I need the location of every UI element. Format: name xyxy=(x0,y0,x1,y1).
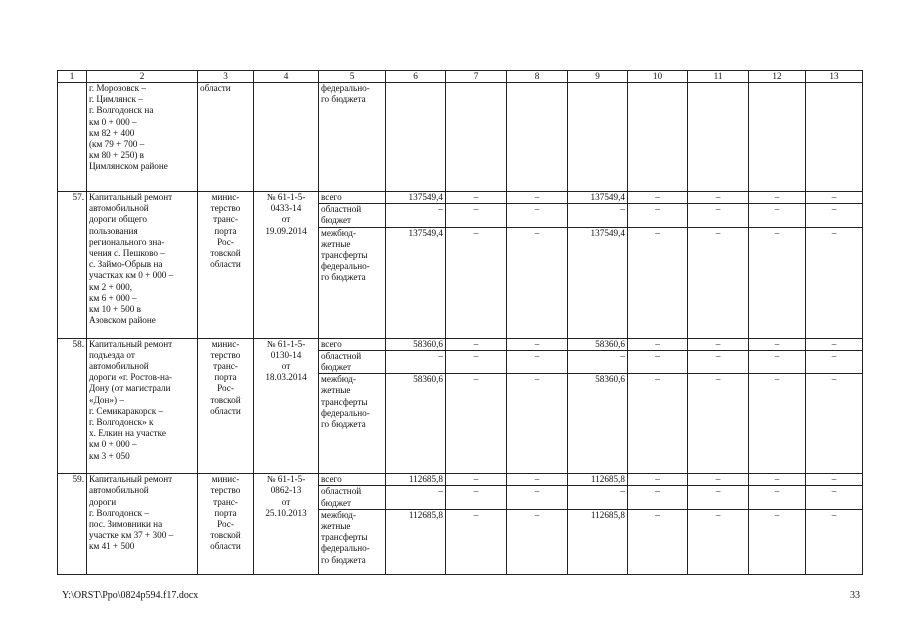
object-name: г. Морозовск – г. Цимлянск – г. Волгодонск на км 0 + 000 – км 82 + 400 (км 79 + 700 – км 80 + 250) в Цимлянском районе xyxy=(87,83,198,192)
value-cell: – xyxy=(507,486,568,509)
funding-source: всего xyxy=(319,474,386,486)
contract: № 61-1-5- 0433-14 от 19.09.2014 xyxy=(254,192,319,339)
value-cell: – xyxy=(507,204,568,227)
value-cell: – xyxy=(628,474,688,486)
executor: минис- терство транс- порта Рос- товской области xyxy=(198,192,254,339)
funding-source: всего xyxy=(319,192,386,204)
column-number: 12 xyxy=(749,71,806,83)
value-cell: – xyxy=(688,486,749,509)
value-cell xyxy=(628,83,688,192)
value-cell: – xyxy=(628,338,688,350)
column-number: 1 xyxy=(58,71,87,83)
value-cell: – xyxy=(749,338,806,350)
value-cell: – xyxy=(386,204,446,227)
object-name: Капитальный ремонт автомобильной дороги г. Волгодонск – пос. Зимовники на участке км 37 + 300 – км 41 + 500 xyxy=(87,474,198,575)
value-cell xyxy=(446,83,507,192)
value-cell: – xyxy=(568,350,628,373)
value-cell: 112685,8 xyxy=(568,474,628,486)
column-number: 11 xyxy=(688,71,749,83)
value-cell: – xyxy=(507,338,568,350)
column-number-row xyxy=(58,71,863,83)
funding-source: межбюд- жетные трансферты федерально- го бюджета xyxy=(319,227,386,338)
value-cell: – xyxy=(446,474,507,486)
value-cell xyxy=(806,83,863,192)
executor: области xyxy=(198,83,254,192)
value-cell: – xyxy=(749,204,806,227)
value-cell: 58360,6 xyxy=(386,374,446,474)
value-cell: – xyxy=(806,509,863,574)
value-cell: 112685,8 xyxy=(386,474,446,486)
value-cell: – xyxy=(806,374,863,474)
value-cell: – xyxy=(628,192,688,204)
row-number: 59. xyxy=(58,474,87,575)
value-cell: 112685,8 xyxy=(568,509,628,574)
value-cell xyxy=(688,83,749,192)
value-cell: – xyxy=(688,474,749,486)
value-cell: – xyxy=(688,509,749,574)
page-number: 33 xyxy=(850,590,860,601)
value-cell: – xyxy=(806,474,863,486)
column-number: 2 xyxy=(87,71,198,83)
value-cell xyxy=(568,83,628,192)
executor: минис- терство транс- порта Рос- товской области xyxy=(198,338,254,474)
value-cell: – xyxy=(507,192,568,204)
value-cell: – xyxy=(507,509,568,574)
value-cell: 137549,4 xyxy=(386,227,446,338)
value-cell: 137549,4 xyxy=(568,227,628,338)
column-number: 3 xyxy=(198,71,254,83)
table-row xyxy=(58,474,863,486)
funding-source: федерально- го бюджета xyxy=(319,83,386,192)
value-cell: – xyxy=(806,227,863,338)
contract xyxy=(254,83,319,192)
value-cell: – xyxy=(688,374,749,474)
table-row xyxy=(58,192,863,204)
file-path: Y:\ORST\Ppo\0824p594.f17.docx xyxy=(62,590,199,601)
value-cell: – xyxy=(749,227,806,338)
value-cell: – xyxy=(507,350,568,373)
value-cell: – xyxy=(628,227,688,338)
funding-source: областной бюджет xyxy=(319,350,386,373)
column-number: 10 xyxy=(628,71,688,83)
value-cell: – xyxy=(749,374,806,474)
value-cell: – xyxy=(688,192,749,204)
value-cell: – xyxy=(806,350,863,373)
continued-row xyxy=(58,83,863,192)
value-cell: – xyxy=(806,192,863,204)
value-cell: – xyxy=(446,192,507,204)
row-number: 58. xyxy=(58,338,87,474)
value-cell: – xyxy=(688,227,749,338)
value-cell: – xyxy=(507,374,568,474)
value-cell: – xyxy=(628,509,688,574)
value-cell: – xyxy=(446,374,507,474)
value-cell: – xyxy=(507,474,568,486)
column-number: 8 xyxy=(507,71,568,83)
value-cell xyxy=(749,83,806,192)
value-cell: 58360,6 xyxy=(568,374,628,474)
column-number: 13 xyxy=(806,71,863,83)
value-cell: – xyxy=(688,338,749,350)
funding-source: областной бюджет xyxy=(319,204,386,227)
value-cell: – xyxy=(568,204,628,227)
value-cell: – xyxy=(749,474,806,486)
value-cell: 58360,6 xyxy=(568,338,628,350)
value-cell: – xyxy=(446,227,507,338)
value-cell: – xyxy=(628,204,688,227)
column-number: 7 xyxy=(446,71,507,83)
value-cell: – xyxy=(446,350,507,373)
value-cell: – xyxy=(386,350,446,373)
value-cell: – xyxy=(806,204,863,227)
value-cell: – xyxy=(446,338,507,350)
funding-source: областной бюджет xyxy=(319,486,386,509)
value-cell: – xyxy=(688,350,749,373)
budget-table xyxy=(57,70,863,575)
value-cell: – xyxy=(628,350,688,373)
column-number: 6 xyxy=(386,71,446,83)
value-cell: – xyxy=(749,350,806,373)
executor: минис- терство транс- порта Рос- товской области xyxy=(198,474,254,575)
table-row xyxy=(58,338,863,350)
value-cell: – xyxy=(749,486,806,509)
column-number: 5 xyxy=(319,71,386,83)
value-cell: – xyxy=(628,486,688,509)
object-name: Капитальный ремонт подъезда от автомобильной дороги «г. Ростов-на- Дону (от магистрали «Дон») – г. Семикаракорск – г. Волгодонск» к х. Елкин на участке км 0 + 000 – км 3 + 050 xyxy=(87,338,198,474)
funding-source: межбюд- жетные трансферты федерально- го бюджета xyxy=(319,374,386,474)
column-number: 4 xyxy=(254,71,319,83)
value-cell xyxy=(386,83,446,192)
contract: № 61-1-5- 0130-14 от 18.03.2014 xyxy=(254,338,319,474)
row-number: 57. xyxy=(58,192,87,339)
value-cell: – xyxy=(806,338,863,350)
value-cell: – xyxy=(628,374,688,474)
contract: № 61-1-5- 0862-13 от 25.10.2013 xyxy=(254,474,319,575)
value-cell: 112685,8 xyxy=(386,509,446,574)
value-cell xyxy=(507,83,568,192)
object-name: Капитальный ремонт автомобильной дороги общего пользования регионального зна- чения с. Пешково – с. Займо-Обрыв на участках км 0 + 000 – км 2 + 000, км 6 + 000 – км 10 + 500 в Азовском районе xyxy=(87,192,198,339)
value-cell: – xyxy=(749,192,806,204)
value-cell: – xyxy=(749,509,806,574)
value-cell: 137549,4 xyxy=(386,192,446,204)
value-cell: – xyxy=(446,486,507,509)
value-cell: – xyxy=(688,204,749,227)
column-number: 9 xyxy=(568,71,628,83)
value-cell: – xyxy=(507,227,568,338)
value-cell: – xyxy=(446,204,507,227)
funding-source: межбюд- жетные трансферты федерально- го бюджета xyxy=(319,509,386,574)
value-cell: – xyxy=(568,486,628,509)
row-number xyxy=(58,83,87,192)
value-cell: – xyxy=(386,486,446,509)
value-cell: – xyxy=(446,509,507,574)
value-cell: – xyxy=(806,486,863,509)
funding-source: всего xyxy=(319,338,386,350)
value-cell: 58360,6 xyxy=(386,338,446,350)
value-cell: 137549,4 xyxy=(568,192,628,204)
